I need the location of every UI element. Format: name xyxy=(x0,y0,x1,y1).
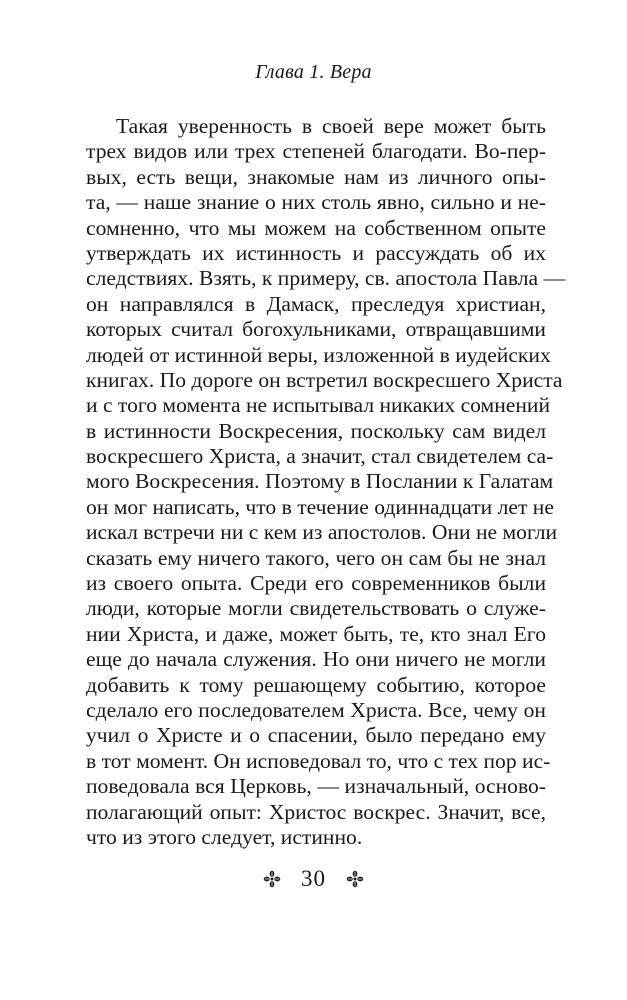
text-line: которых считал богохульниками, отвращавшими xyxy=(86,317,546,342)
text-line: в тот момент. Он исповедовал то, что с тех пор ис- xyxy=(86,748,551,773)
text-line: искал встречи ни с кем из апостолов. Они не могли xyxy=(86,520,558,545)
text-line: он направлялся в Дамаск, преследуя христиан, xyxy=(86,291,546,316)
text-line: книгах. По дороге он встретил воскресшего Христа xyxy=(86,367,563,392)
text-line: нии Христа, и даже, может быть, те, кто знал Его xyxy=(86,621,546,646)
text-line: людей от истинной веры, изложенной в иудейских xyxy=(86,342,551,367)
page-number: 30 xyxy=(301,866,326,891)
text-line: воскресшего Христа, а значит, стал свидетелем са- xyxy=(86,444,554,469)
fleuron-icon xyxy=(346,870,364,888)
text-line: вых, есть вещи, знакомые нам из личного опы- xyxy=(86,164,546,189)
text-line: учил о Христе и о спасении, было передано ему xyxy=(86,723,546,748)
text-line: добавить к тому решающему событию, которое xyxy=(86,672,546,697)
text-line: сказать ему ничего такого, чего он сам бы не знал xyxy=(86,545,546,570)
text-line: мого Воскресения. Поэтому в Послании к Галатам xyxy=(86,469,554,494)
text-line: утверждать их истинность и рассуждать об их xyxy=(86,240,546,265)
text-line: та, — наше знание о них столь явно, сильно и не- xyxy=(86,190,546,215)
text-line: он мог написать, что в течение одиннадцати лет не xyxy=(86,494,554,519)
text-line: сомненно, что мы можем на собственном опыте xyxy=(86,215,546,240)
text-line: что из этого следует, истинно. xyxy=(86,824,363,849)
text-line: в истинности Воскресения, поскольку сам видел xyxy=(86,418,546,443)
text-line: и с того момента не испытывал никаких сомнений xyxy=(86,393,551,418)
text-line: из своего опыта. Среди его современников были xyxy=(86,571,546,596)
page-footer xyxy=(0,866,627,892)
text-line: следствиях. Взять, к примеру, св. апостола Павла — xyxy=(86,266,566,291)
text-line: полагающий опыт: Христос воскрес. Значит, все, xyxy=(86,799,546,824)
running-header: Глава 1. Вера xyxy=(255,61,372,83)
text-line: Такая уверенность в своей вере может быть xyxy=(116,114,546,138)
text-line: люди, которые могли свидетельствовать о служе- xyxy=(86,596,546,621)
fleuron-icon xyxy=(263,870,281,888)
body-text xyxy=(86,114,566,850)
text-line: поведовала вся Церковь, — изначальный, осново- xyxy=(86,774,546,799)
text-line: сделало его последователем Христа. Все, чему он xyxy=(86,697,546,722)
text-line: трех видов или трех степеней благодати. Во-пер- xyxy=(86,139,546,164)
text-line: еще до начала служения. Но они ничего не могли xyxy=(86,647,546,672)
